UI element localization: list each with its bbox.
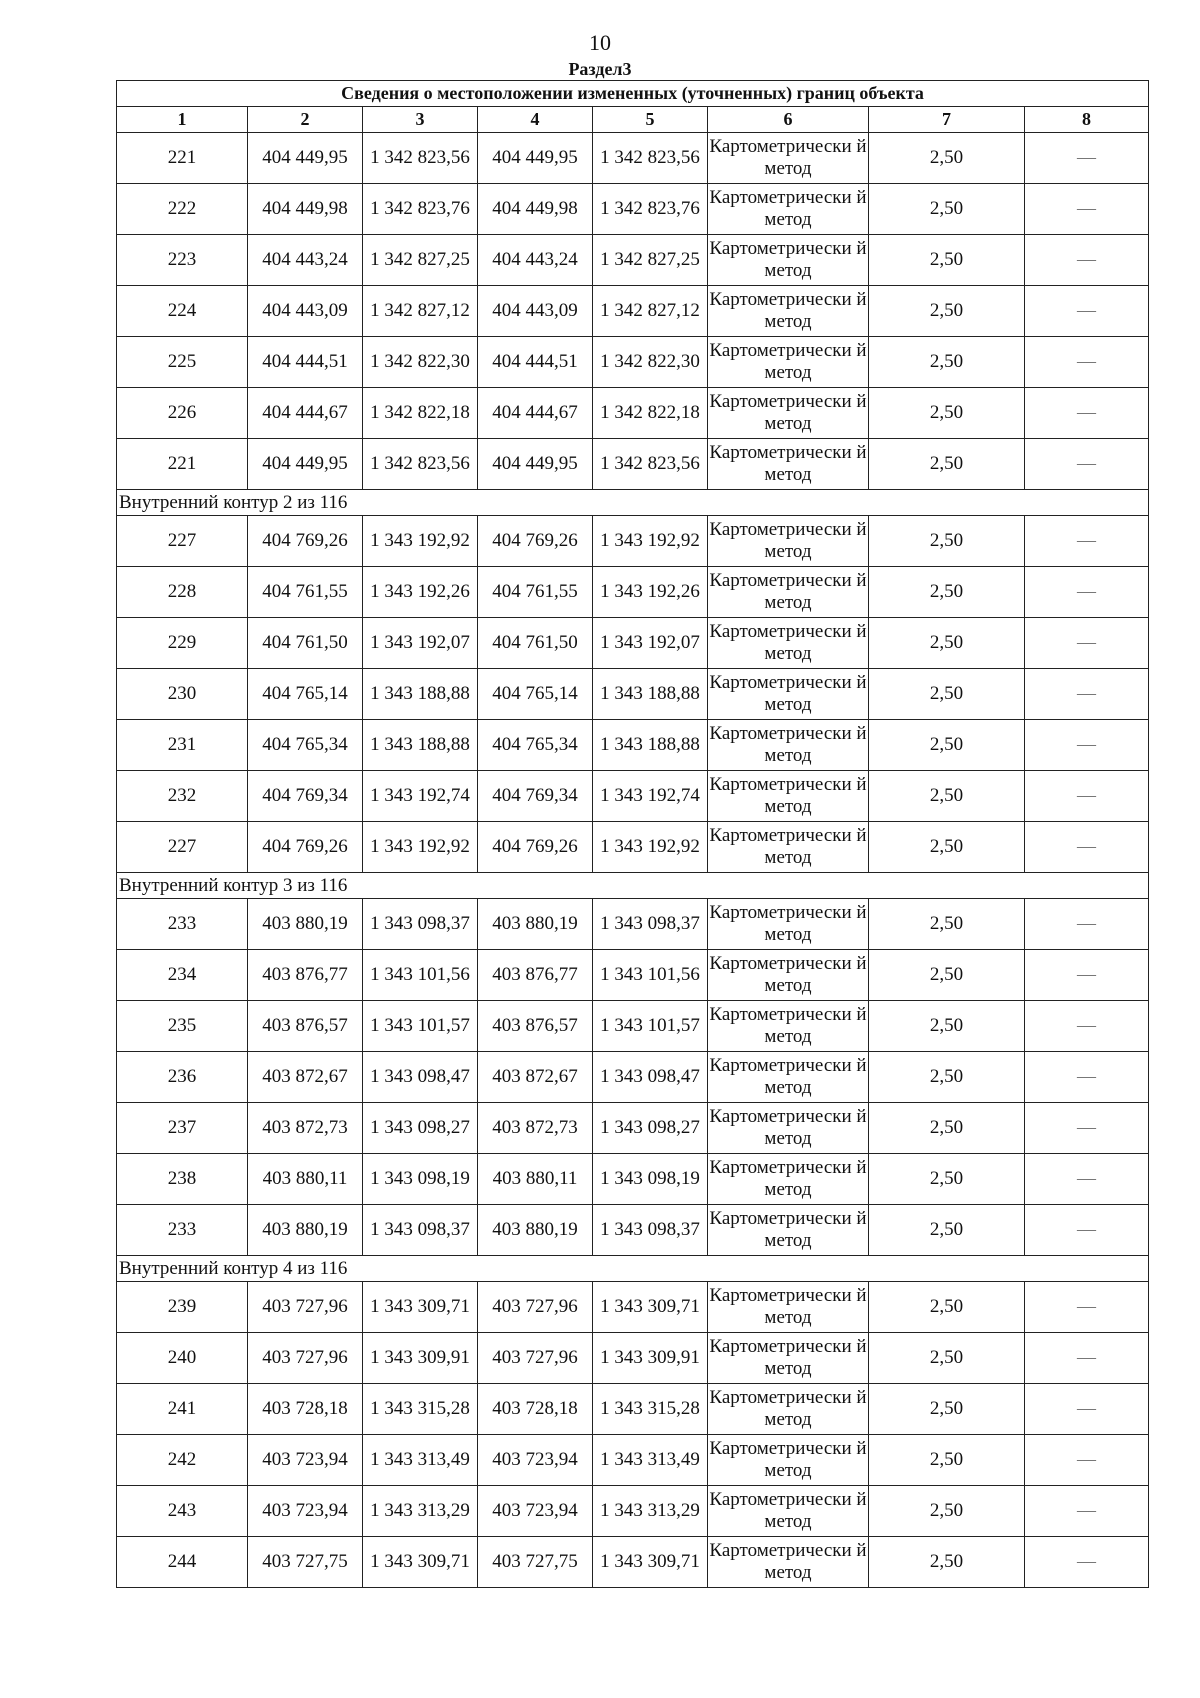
x-coordinate-cell: 404 443,24 bbox=[248, 235, 363, 286]
table-caption: Сведения о местоположении измененных (уточненных) границ объекта bbox=[117, 81, 1149, 107]
boundary-table bbox=[116, 80, 1149, 1588]
x-coordinate-cell: 404 769,26 bbox=[478, 516, 593, 567]
point-number-cell: 226 bbox=[117, 388, 248, 439]
note-cell: — bbox=[1025, 1001, 1149, 1052]
y-coordinate-cell: 1 343 309,91 bbox=[593, 1333, 708, 1384]
y-coordinate-cell: 1 343 313,29 bbox=[363, 1486, 478, 1537]
x-coordinate-cell: 403 723,94 bbox=[478, 1486, 593, 1537]
note-cell: — bbox=[1025, 822, 1149, 873]
method-cell: Картометрически й метод bbox=[708, 1486, 869, 1537]
column-number: 3 bbox=[363, 107, 478, 133]
x-coordinate-cell: 404 761,50 bbox=[478, 618, 593, 669]
y-coordinate-cell: 1 343 098,47 bbox=[593, 1052, 708, 1103]
x-coordinate-cell: 403 880,11 bbox=[248, 1154, 363, 1205]
x-coordinate-cell: 403 872,73 bbox=[478, 1103, 593, 1154]
x-coordinate-cell: 403 876,57 bbox=[248, 1001, 363, 1052]
table-row bbox=[117, 822, 1149, 873]
x-coordinate-cell: 403 723,94 bbox=[248, 1435, 363, 1486]
table-row bbox=[117, 184, 1149, 235]
table-row bbox=[117, 1435, 1149, 1486]
accuracy-cell: 2,50 bbox=[869, 822, 1025, 873]
point-number-cell: 232 bbox=[117, 771, 248, 822]
y-coordinate-cell: 1 342 823,76 bbox=[593, 184, 708, 235]
accuracy-cell: 2,50 bbox=[869, 439, 1025, 490]
note-cell: — bbox=[1025, 1333, 1149, 1384]
accuracy-cell: 2,50 bbox=[869, 286, 1025, 337]
accuracy-cell: 2,50 bbox=[869, 950, 1025, 1001]
table-row bbox=[117, 1486, 1149, 1537]
note-cell: — bbox=[1025, 618, 1149, 669]
x-coordinate-cell: 404 444,67 bbox=[478, 388, 593, 439]
y-coordinate-cell: 1 343 192,74 bbox=[363, 771, 478, 822]
x-coordinate-cell: 404 769,34 bbox=[248, 771, 363, 822]
note-cell: — bbox=[1025, 720, 1149, 771]
x-coordinate-cell: 403 880,19 bbox=[478, 899, 593, 950]
x-coordinate-cell: 403 880,11 bbox=[478, 1154, 593, 1205]
x-coordinate-cell: 403 872,67 bbox=[248, 1052, 363, 1103]
x-coordinate-cell: 404 765,14 bbox=[248, 669, 363, 720]
accuracy-cell: 2,50 bbox=[869, 1154, 1025, 1205]
contour-row bbox=[117, 1256, 1149, 1282]
point-number-cell: 244 bbox=[117, 1537, 248, 1588]
point-number-cell: 240 bbox=[117, 1333, 248, 1384]
point-number-cell: 221 bbox=[117, 439, 248, 490]
y-coordinate-cell: 1 343 098,27 bbox=[593, 1103, 708, 1154]
y-coordinate-cell: 1 343 098,19 bbox=[593, 1154, 708, 1205]
x-coordinate-cell: 403 880,19 bbox=[478, 1205, 593, 1256]
method-cell: Картометрически й метод bbox=[708, 388, 869, 439]
method-cell: Картометрически й метод bbox=[708, 1384, 869, 1435]
y-coordinate-cell: 1 342 822,30 bbox=[363, 337, 478, 388]
column-number: 8 bbox=[1025, 107, 1149, 133]
table-row bbox=[117, 1154, 1149, 1205]
method-cell: Картометрически й метод bbox=[708, 1154, 869, 1205]
method-cell: Картометрически й метод bbox=[708, 618, 869, 669]
y-coordinate-cell: 1 343 192,74 bbox=[593, 771, 708, 822]
method-cell: Картометрически й метод bbox=[708, 771, 869, 822]
point-number-cell: 243 bbox=[117, 1486, 248, 1537]
column-number: 1 bbox=[117, 107, 248, 133]
table-row bbox=[117, 388, 1149, 439]
point-number-cell: 230 bbox=[117, 669, 248, 720]
point-number-cell: 227 bbox=[117, 516, 248, 567]
y-coordinate-cell: 1 343 192,92 bbox=[593, 516, 708, 567]
point-number-cell: 225 bbox=[117, 337, 248, 388]
method-cell: Картометрически й метод bbox=[708, 133, 869, 184]
point-number-cell: 234 bbox=[117, 950, 248, 1001]
x-coordinate-cell: 403 876,77 bbox=[478, 950, 593, 1001]
accuracy-cell: 2,50 bbox=[869, 1001, 1025, 1052]
table-row bbox=[117, 618, 1149, 669]
accuracy-cell: 2,50 bbox=[869, 388, 1025, 439]
y-coordinate-cell: 1 343 188,88 bbox=[593, 720, 708, 771]
method-cell: Картометрически й метод bbox=[708, 950, 869, 1001]
note-cell: — bbox=[1025, 286, 1149, 337]
x-coordinate-cell: 404 769,26 bbox=[478, 822, 593, 873]
method-cell: Картометрически й метод bbox=[708, 184, 869, 235]
y-coordinate-cell: 1 342 822,18 bbox=[363, 388, 478, 439]
y-coordinate-cell: 1 343 192,92 bbox=[363, 516, 478, 567]
point-number-cell: 238 bbox=[117, 1154, 248, 1205]
table-row bbox=[117, 1103, 1149, 1154]
accuracy-cell: 2,50 bbox=[869, 771, 1025, 822]
x-coordinate-cell: 403 727,75 bbox=[478, 1537, 593, 1588]
method-cell: Картометрически й метод bbox=[708, 1537, 869, 1588]
x-coordinate-cell: 403 727,75 bbox=[248, 1537, 363, 1588]
note-cell: — bbox=[1025, 1282, 1149, 1333]
point-number-cell: 239 bbox=[117, 1282, 248, 1333]
y-coordinate-cell: 1 343 101,56 bbox=[593, 950, 708, 1001]
y-coordinate-cell: 1 343 188,88 bbox=[363, 720, 478, 771]
y-coordinate-cell: 1 343 192,92 bbox=[593, 822, 708, 873]
point-number-cell: 222 bbox=[117, 184, 248, 235]
point-number-cell: 224 bbox=[117, 286, 248, 337]
y-coordinate-cell: 1 343 101,57 bbox=[593, 1001, 708, 1052]
x-coordinate-cell: 404 765,34 bbox=[478, 720, 593, 771]
point-number-cell: 231 bbox=[117, 720, 248, 771]
note-cell: — bbox=[1025, 899, 1149, 950]
accuracy-cell: 2,50 bbox=[869, 516, 1025, 567]
y-coordinate-cell: 1 342 823,56 bbox=[593, 133, 708, 184]
y-coordinate-cell: 1 343 101,56 bbox=[363, 950, 478, 1001]
x-coordinate-cell: 404 449,98 bbox=[478, 184, 593, 235]
note-cell: — bbox=[1025, 1052, 1149, 1103]
y-coordinate-cell: 1 343 313,49 bbox=[363, 1435, 478, 1486]
table-row bbox=[117, 771, 1149, 822]
column-number: 4 bbox=[478, 107, 593, 133]
note-cell: — bbox=[1025, 771, 1149, 822]
column-number: 5 bbox=[593, 107, 708, 133]
method-cell: Картометрически й метод bbox=[708, 1052, 869, 1103]
method-cell: Картометрически й метод bbox=[708, 1205, 869, 1256]
x-coordinate-cell: 403 876,77 bbox=[248, 950, 363, 1001]
note-cell: — bbox=[1025, 669, 1149, 720]
x-coordinate-cell: 403 872,73 bbox=[248, 1103, 363, 1154]
method-cell: Картометрически й метод bbox=[708, 1282, 869, 1333]
y-coordinate-cell: 1 343 098,27 bbox=[363, 1103, 478, 1154]
y-coordinate-cell: 1 343 098,37 bbox=[593, 1205, 708, 1256]
column-number: 7 bbox=[869, 107, 1025, 133]
table-row bbox=[117, 286, 1149, 337]
point-number-cell: 233 bbox=[117, 1205, 248, 1256]
point-number-cell: 227 bbox=[117, 822, 248, 873]
note-cell: — bbox=[1025, 950, 1149, 1001]
x-coordinate-cell: 404 443,09 bbox=[248, 286, 363, 337]
accuracy-cell: 2,50 bbox=[869, 1205, 1025, 1256]
x-coordinate-cell: 403 727,96 bbox=[478, 1333, 593, 1384]
y-coordinate-cell: 1 342 822,30 bbox=[593, 337, 708, 388]
x-coordinate-cell: 403 880,19 bbox=[248, 899, 363, 950]
x-coordinate-cell: 404 449,95 bbox=[478, 133, 593, 184]
method-cell: Картометрически й метод bbox=[708, 720, 869, 771]
point-number-cell: 242 bbox=[117, 1435, 248, 1486]
y-coordinate-cell: 1 343 192,07 bbox=[363, 618, 478, 669]
x-coordinate-cell: 404 444,51 bbox=[478, 337, 593, 388]
y-coordinate-cell: 1 343 309,71 bbox=[363, 1282, 478, 1333]
column-number-row bbox=[117, 107, 1149, 133]
x-coordinate-cell: 404 449,95 bbox=[248, 439, 363, 490]
y-coordinate-cell: 1 342 823,76 bbox=[363, 184, 478, 235]
method-cell: Картометрически й метод bbox=[708, 337, 869, 388]
y-coordinate-cell: 1 343 098,37 bbox=[363, 1205, 478, 1256]
method-cell: Картометрически й метод bbox=[708, 1103, 869, 1154]
x-coordinate-cell: 404 443,09 bbox=[478, 286, 593, 337]
page-number: 10 bbox=[589, 30, 611, 55]
point-number-cell: 229 bbox=[117, 618, 248, 669]
method-cell: Картометрически й метод bbox=[708, 516, 869, 567]
x-coordinate-cell: 403 723,94 bbox=[248, 1486, 363, 1537]
point-number-cell: 228 bbox=[117, 567, 248, 618]
note-cell: — bbox=[1025, 1154, 1149, 1205]
accuracy-cell: 2,50 bbox=[869, 1052, 1025, 1103]
table-row bbox=[117, 567, 1149, 618]
table-row bbox=[117, 1282, 1149, 1333]
x-coordinate-cell: 403 880,19 bbox=[248, 1205, 363, 1256]
note-cell: — bbox=[1025, 1205, 1149, 1256]
method-cell: Картометрически й метод bbox=[708, 669, 869, 720]
y-coordinate-cell: 1 343 188,88 bbox=[593, 669, 708, 720]
accuracy-cell: 2,50 bbox=[869, 235, 1025, 286]
accuracy-cell: 2,50 bbox=[869, 1333, 1025, 1384]
point-number-cell: 236 bbox=[117, 1052, 248, 1103]
point-number-cell: 223 bbox=[117, 235, 248, 286]
point-number-cell: 233 bbox=[117, 899, 248, 950]
point-number-cell: 235 bbox=[117, 1001, 248, 1052]
method-cell: Картометрически й метод bbox=[708, 1001, 869, 1052]
x-coordinate-cell: 404 769,26 bbox=[248, 516, 363, 567]
note-cell: — bbox=[1025, 337, 1149, 388]
x-coordinate-cell: 404 761,55 bbox=[248, 567, 363, 618]
y-coordinate-cell: 1 343 309,71 bbox=[593, 1537, 708, 1588]
note-cell: — bbox=[1025, 1435, 1149, 1486]
accuracy-cell: 2,50 bbox=[869, 567, 1025, 618]
method-cell: Картометрически й метод bbox=[708, 567, 869, 618]
accuracy-cell: 2,50 bbox=[869, 1384, 1025, 1435]
x-coordinate-cell: 404 449,95 bbox=[478, 439, 593, 490]
x-coordinate-cell: 404 769,34 bbox=[478, 771, 593, 822]
table-row bbox=[117, 337, 1149, 388]
y-coordinate-cell: 1 343 309,71 bbox=[363, 1537, 478, 1588]
table-body bbox=[117, 133, 1149, 1588]
accuracy-cell: 2,50 bbox=[869, 899, 1025, 950]
x-coordinate-cell: 403 728,18 bbox=[248, 1384, 363, 1435]
contour-label: Внутренний контур 3 из 116 bbox=[117, 873, 1149, 899]
y-coordinate-cell: 1 342 827,25 bbox=[593, 235, 708, 286]
y-coordinate-cell: 1 343 192,26 bbox=[363, 567, 478, 618]
method-cell: Картометрически й метод bbox=[708, 1333, 869, 1384]
table-row bbox=[117, 1384, 1149, 1435]
table-row bbox=[117, 1001, 1149, 1052]
x-coordinate-cell: 404 765,34 bbox=[248, 720, 363, 771]
x-coordinate-cell: 403 727,96 bbox=[248, 1333, 363, 1384]
x-coordinate-cell: 403 727,96 bbox=[248, 1282, 363, 1333]
section-title: Раздел3 bbox=[568, 59, 632, 79]
note-cell: — bbox=[1025, 1537, 1149, 1588]
accuracy-cell: 2,50 bbox=[869, 1282, 1025, 1333]
y-coordinate-cell: 1 343 192,07 bbox=[593, 618, 708, 669]
contour-row bbox=[117, 873, 1149, 899]
table-row bbox=[117, 720, 1149, 771]
method-cell: Картометрически й метод bbox=[708, 822, 869, 873]
method-cell: Картометрически й метод bbox=[708, 899, 869, 950]
note-cell: — bbox=[1025, 133, 1149, 184]
table-row bbox=[117, 1333, 1149, 1384]
y-coordinate-cell: 1 343 192,92 bbox=[363, 822, 478, 873]
table-row bbox=[117, 1205, 1149, 1256]
x-coordinate-cell: 404 449,95 bbox=[248, 133, 363, 184]
x-coordinate-cell: 404 765,14 bbox=[478, 669, 593, 720]
x-coordinate-cell: 403 723,94 bbox=[478, 1435, 593, 1486]
y-coordinate-cell: 1 342 823,56 bbox=[363, 133, 478, 184]
y-coordinate-cell: 1 343 309,71 bbox=[593, 1282, 708, 1333]
x-coordinate-cell: 404 761,50 bbox=[248, 618, 363, 669]
y-coordinate-cell: 1 343 101,57 bbox=[363, 1001, 478, 1052]
contour-label: Внутренний контур 4 из 116 bbox=[117, 1256, 1149, 1282]
y-coordinate-cell: 1 342 822,18 bbox=[593, 388, 708, 439]
contour-label: Внутренний контур 2 из 116 bbox=[117, 490, 1149, 516]
note-cell: — bbox=[1025, 1486, 1149, 1537]
table-row bbox=[117, 516, 1149, 567]
note-cell: — bbox=[1025, 516, 1149, 567]
accuracy-cell: 2,50 bbox=[869, 720, 1025, 771]
accuracy-cell: 2,50 bbox=[869, 1486, 1025, 1537]
table-row bbox=[117, 133, 1149, 184]
accuracy-cell: 2,50 bbox=[869, 1103, 1025, 1154]
accuracy-cell: 2,50 bbox=[869, 669, 1025, 720]
method-cell: Картометрически й метод bbox=[708, 1435, 869, 1486]
x-coordinate-cell: 404 444,67 bbox=[248, 388, 363, 439]
method-cell: Картометрически й метод bbox=[708, 235, 869, 286]
accuracy-cell: 2,50 bbox=[869, 618, 1025, 669]
x-coordinate-cell: 404 761,55 bbox=[478, 567, 593, 618]
y-coordinate-cell: 1 342 827,12 bbox=[363, 286, 478, 337]
note-cell: — bbox=[1025, 1384, 1149, 1435]
y-coordinate-cell: 1 342 823,56 bbox=[593, 439, 708, 490]
column-number: 6 bbox=[708, 107, 869, 133]
y-coordinate-cell: 1 343 192,26 bbox=[593, 567, 708, 618]
note-cell: — bbox=[1025, 184, 1149, 235]
note-cell: — bbox=[1025, 567, 1149, 618]
x-coordinate-cell: 403 872,67 bbox=[478, 1052, 593, 1103]
accuracy-cell: 2,50 bbox=[869, 337, 1025, 388]
x-coordinate-cell: 403 728,18 bbox=[478, 1384, 593, 1435]
point-number-cell: 237 bbox=[117, 1103, 248, 1154]
y-coordinate-cell: 1 342 827,12 bbox=[593, 286, 708, 337]
y-coordinate-cell: 1 343 098,19 bbox=[363, 1154, 478, 1205]
table-row bbox=[117, 1052, 1149, 1103]
y-coordinate-cell: 1 343 098,37 bbox=[363, 899, 478, 950]
x-coordinate-cell: 404 769,26 bbox=[248, 822, 363, 873]
y-coordinate-cell: 1 343 098,47 bbox=[363, 1052, 478, 1103]
y-coordinate-cell: 1 342 823,56 bbox=[363, 439, 478, 490]
table-row bbox=[117, 899, 1149, 950]
point-number-cell: 241 bbox=[117, 1384, 248, 1435]
y-coordinate-cell: 1 343 313,49 bbox=[593, 1435, 708, 1486]
y-coordinate-cell: 1 343 188,88 bbox=[363, 669, 478, 720]
accuracy-cell: 2,50 bbox=[869, 1537, 1025, 1588]
x-coordinate-cell: 404 444,51 bbox=[248, 337, 363, 388]
note-cell: — bbox=[1025, 235, 1149, 286]
y-coordinate-cell: 1 343 313,29 bbox=[593, 1486, 708, 1537]
accuracy-cell: 2,50 bbox=[869, 184, 1025, 235]
y-coordinate-cell: 1 343 309,91 bbox=[363, 1333, 478, 1384]
x-coordinate-cell: 404 449,98 bbox=[248, 184, 363, 235]
table-row bbox=[117, 235, 1149, 286]
accuracy-cell: 2,50 bbox=[869, 133, 1025, 184]
y-coordinate-cell: 1 342 827,25 bbox=[363, 235, 478, 286]
y-coordinate-cell: 1 343 315,28 bbox=[593, 1384, 708, 1435]
y-coordinate-cell: 1 343 315,28 bbox=[363, 1384, 478, 1435]
method-cell: Картометрически й метод bbox=[708, 439, 869, 490]
contour-row bbox=[117, 490, 1149, 516]
y-coordinate-cell: 1 343 098,37 bbox=[593, 899, 708, 950]
x-coordinate-cell: 404 443,24 bbox=[478, 235, 593, 286]
column-number: 2 bbox=[248, 107, 363, 133]
accuracy-cell: 2,50 bbox=[869, 1435, 1025, 1486]
table-row bbox=[117, 439, 1149, 490]
method-cell: Картометрически й метод bbox=[708, 286, 869, 337]
table-row bbox=[117, 1537, 1149, 1588]
x-coordinate-cell: 403 876,57 bbox=[478, 1001, 593, 1052]
note-cell: — bbox=[1025, 439, 1149, 490]
note-cell: — bbox=[1025, 388, 1149, 439]
table-row bbox=[117, 669, 1149, 720]
x-coordinate-cell: 403 727,96 bbox=[478, 1282, 593, 1333]
table-row bbox=[117, 950, 1149, 1001]
note-cell: — bbox=[1025, 1103, 1149, 1154]
point-number-cell: 221 bbox=[117, 133, 248, 184]
